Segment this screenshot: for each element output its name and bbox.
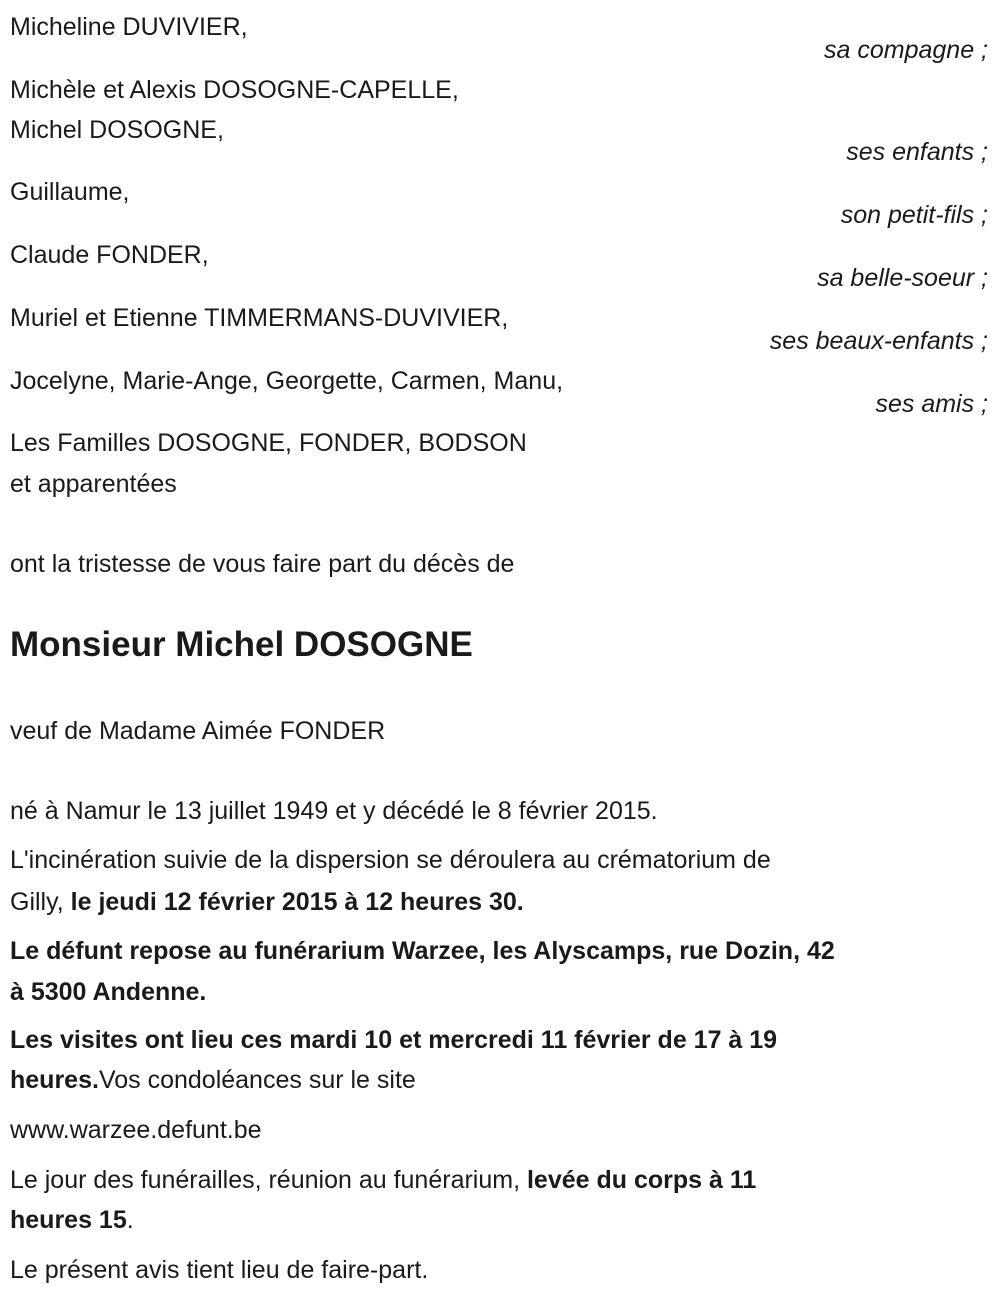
funeral-day-time: heures 15 [10, 1206, 127, 1234]
funeral-day-text: . [126, 1206, 134, 1234]
condolences-text: Vos condoléances sur le site [98, 1066, 416, 1094]
family-name: Muriel et Etienne TIMMERMANS-DUVIVIER, [10, 304, 509, 332]
family-relation: ses enfants ; [846, 138, 988, 166]
family-name: Michel DOSOGNE, [10, 116, 224, 144]
funeral-day-time: levée du corps à 11 [526, 1166, 757, 1194]
cremation-line [10, 887, 524, 917]
birth-death-line: né à Namur le 13 juillet 1949 et y décédé le 8 février 2015. [10, 797, 658, 825]
family-name: et apparentées [10, 470, 177, 498]
repose-line: Le défunt repose au funérarium Warzee, les Alyscamps, rue Dozin, 42 [10, 937, 835, 965]
family-name: Micheline DUVIVIER, [10, 13, 248, 41]
cremation-line: L'incinération suivie de la dispersion se déroulera au crématorium de [10, 846, 771, 874]
funeral-day-text: Le jour des funérailles, réunion au funérarium, [10, 1166, 527, 1194]
announcement: ont la tristesse de vous faire part du décès de [10, 550, 515, 578]
funeral-day-line [10, 1205, 134, 1235]
family-relation: sa belle-soeur ; [817, 264, 988, 292]
visits-line [10, 1065, 416, 1095]
family-name: Michèle et Alexis DOSOGNE-CAPELLE, [10, 76, 459, 104]
visits-line: Les visites ont lieu ces mardi 10 et mercredi 11 février de 17 à 19 [10, 1026, 778, 1054]
family-relation: ses beaux-enfants ; [769, 327, 988, 355]
funeral-day-line [10, 1165, 756, 1195]
family-name: Jocelyne, Marie-Ange, Georgette, Carmen, Manu, [10, 367, 564, 395]
website-link[interactable]: www.warzee.defunt.be [10, 1116, 262, 1144]
cremation-place: Gilly, [10, 888, 71, 916]
closing-line: Le présent avis tient lieu de faire-part. [10, 1256, 429, 1284]
deceased-name: Monsieur Michel DOSOGNE [10, 625, 473, 664]
widower-line: veuf de Madame Aimée FONDER [10, 717, 386, 745]
family-name: Les Familles DOSOGNE, FONDER, BODSON [10, 429, 527, 457]
repose-line: à 5300 Andenne. [10, 978, 207, 1006]
cremation-date: le jeudi 12 février 2015 à 12 heures 30. [70, 888, 524, 916]
family-relation: son petit-fils ; [840, 201, 988, 229]
family-relation: ses amis ; [875, 390, 988, 418]
family-name: Claude FONDER, [10, 241, 209, 269]
family-name: Guillaume, [10, 178, 130, 206]
visits-hours: heures. [10, 1066, 99, 1094]
family-relation: sa compagne ; [824, 36, 988, 64]
